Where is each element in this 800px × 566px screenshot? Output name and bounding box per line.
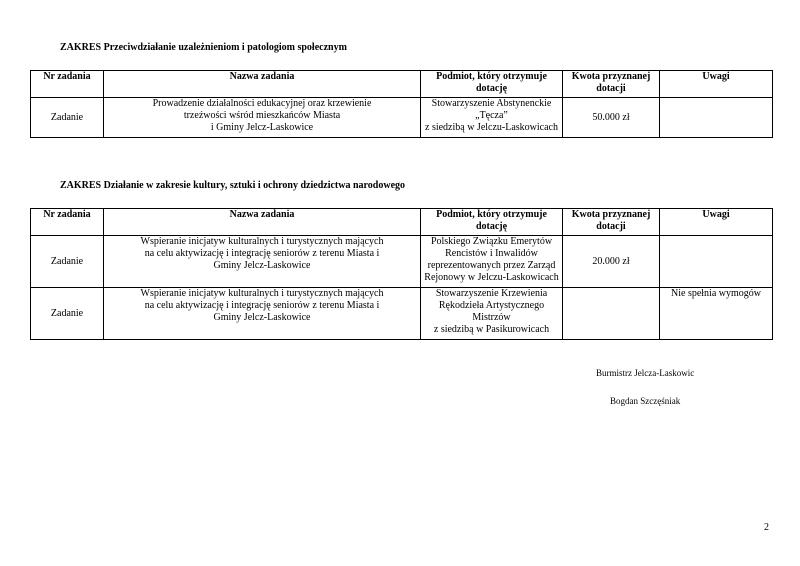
header-grant-amount: Kwota przyznanej dotacji: [563, 71, 660, 98]
page-number: 2: [764, 522, 769, 533]
task-name-line: Prowadzenie działalności edukacyjnej oraz krzewienie: [152, 98, 372, 109]
beneficiary-line: „Tęcza”: [475, 110, 508, 121]
remarks-cell: [660, 236, 773, 288]
table-header-row: [31, 209, 773, 236]
task-name-line: Gminy Jelcz-Laskowice: [213, 312, 311, 323]
remarks-cell: Nie spełnia wymogów: [660, 288, 773, 340]
signature-office: Burmistrz Jelcza-Laskowic: [596, 368, 695, 378]
beneficiary-line: Stowarzyszenie Abstynenckie: [431, 98, 552, 109]
grant-amount-cell: 20.000 zł: [563, 236, 660, 288]
task-name-line: Gminy Jelcz-Laskowice: [213, 260, 311, 271]
task-name-line: i Gminy Jelcz-Laskowice: [210, 122, 314, 133]
grant-amount-cell: 50.000 zł: [563, 98, 660, 138]
header-task-number: Nr zadania: [31, 209, 104, 236]
beneficiary-line: Rencistów i Inwalidów: [445, 248, 538, 259]
header-remarks: Uwagi: [660, 209, 773, 236]
grant-table-culture: [30, 208, 773, 340]
beneficiary-cell: [421, 236, 563, 288]
table-row: [31, 236, 773, 288]
remarks-cell: [660, 98, 773, 138]
beneficiary-line: Polskiego Związku Emerytów: [430, 236, 553, 247]
task-name-line: Wspieranie inicjatyw kulturalnych i turystycznych mających: [140, 236, 384, 247]
grant-amount-cell: [563, 288, 660, 340]
header-task-name: Nazwa zadania: [104, 209, 421, 236]
beneficiary-cell: [421, 98, 563, 138]
header-task-name: Nazwa zadania: [104, 71, 421, 98]
task-number-cell: Zadanie: [31, 288, 104, 340]
header-beneficiary: Podmiot, który otrzymuje dotację: [421, 209, 563, 236]
header-grant-amount: Kwota przyznanej dotacji: [563, 209, 660, 236]
beneficiary-line: z siedzibą w Pasikurowicach: [433, 324, 550, 335]
task-name-line: na celu aktywizację i integrację seniorów z terenu Miasta i: [144, 248, 380, 259]
header-beneficiary: Podmiot, który otrzymuje dotację: [421, 71, 563, 98]
beneficiary-line: Rękodzieła Artystycznego: [438, 300, 545, 311]
table-row: [31, 288, 773, 340]
header-task-number: Nr zadania: [31, 71, 104, 98]
task-name-cell: [104, 236, 421, 288]
beneficiary-line: z siedzibą w Jelczu-Laskowicach: [425, 122, 558, 133]
header-remarks: Uwagi: [660, 71, 773, 98]
task-name-cell: [104, 288, 421, 340]
beneficiary-line: reprezentowanych przez Zarząd: [427, 260, 556, 271]
section-title-addictions: ZAKRES Przeciwdziałanie uzależnieniom i patologiom społecznym: [60, 42, 347, 53]
table-row: [31, 98, 773, 138]
task-number-cell: Zadanie: [31, 236, 104, 288]
task-name-line: trzeźwości wśród mieszkańców Miasta: [183, 110, 341, 121]
grant-table-addictions: [30, 70, 773, 138]
task-name-line: Wspieranie inicjatyw kulturalnych i turystycznych mających: [140, 288, 384, 299]
beneficiary-line: Stowarzyszenie Krzewienia: [435, 288, 548, 299]
task-name-cell: [104, 98, 421, 138]
section-title-culture: ZAKRES Działanie w zakresie kultury, sztuki i ochrony dziedzictwa narodowego: [60, 180, 406, 191]
beneficiary-cell: [421, 288, 563, 340]
task-name-line: na celu aktywizację i integrację seniorów z terenu Miasta i: [144, 300, 380, 311]
beneficiary-line: Mistrzów: [472, 312, 511, 323]
table-header-row: [31, 71, 773, 98]
task-number-cell: Zadanie: [31, 98, 104, 138]
beneficiary-line: Rejonowy w Jelczu-Laskowicach: [424, 272, 559, 283]
signature-name: Bogdan Szczęśniak: [610, 396, 681, 406]
